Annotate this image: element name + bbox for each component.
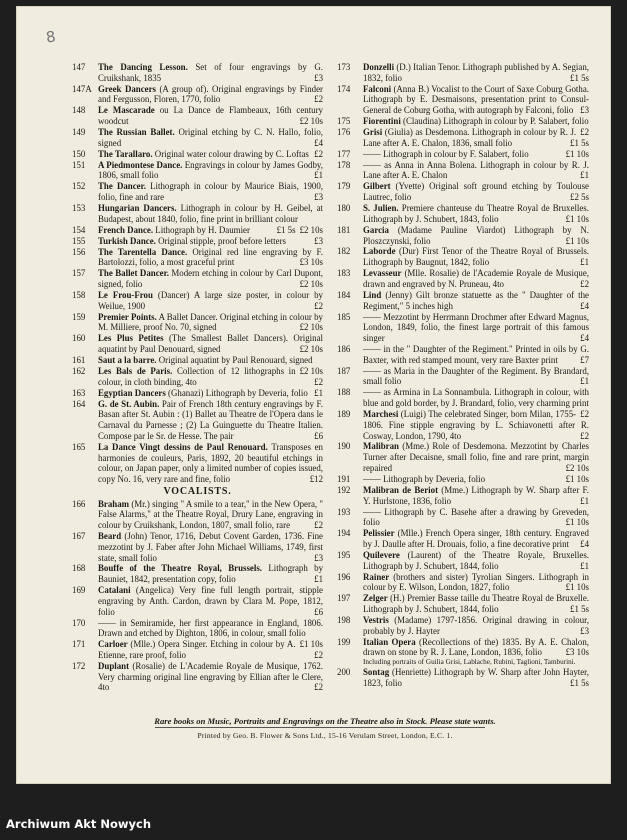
catalogue-entry [72,399,323,442]
lot-title: Marchesi [363,409,399,419]
printer-imprint: Printed by Geo. B. Flower & Sons Ltd., 15-16 Verulam Street, London, E.C. 1. [197,731,453,740]
lot-number: 166 [72,498,86,509]
lot-title: Premier Points. [98,311,157,322]
lot-description: (Luigi) The celebrated Singer, born Milan, 1755-1806. Fine stipple engraving by L. Schiavonetti after R. Cosway, London, 1790, 4to [363,409,589,441]
lot-description: (Ghanazi) Lithograph by Deveria, folio [165,387,308,398]
lot-description: Transposes en harmonies de couleurs, Paris, 1892, 20 beautiful etchings in colour, on Japan paper, only a limited number of copies issued, copy No. 16, very rare and fine, folio [98,441,323,485]
lot-number: 153 [72,203,86,214]
catalogue-entry [337,593,589,615]
lot-description: A Ballet Dancer. Original etching in colour by M. Milliere, proof No. 70, signed [98,311,323,333]
lot-price: £3 [314,192,323,203]
lot-price: £2 [314,94,323,105]
catalogue-entry [337,344,589,366]
catalogue-entry [72,127,323,149]
lot-number: 194 [337,528,351,539]
lot-description: (Mlle. Rosalie) de l'Academie Royale de Musique, drawn and engraved by N. Pruneau, 4to [363,268,589,289]
lot-number: 180 [337,203,351,214]
lot-number: 147 [72,62,86,72]
lot-number: 186 [337,343,351,354]
lot-number: 158 [72,290,86,300]
lot-price: £1 [580,376,589,387]
lot-description: —— as Anna in Anna Bolena. Lithograph in colour by R. J. Lane after A. E. Chalon [363,159,589,181]
lot-description: Premiere chanteuse du Theatre Royal de Bruxelles. Lithograph by J. Schubert, 1843, folio [363,203,589,224]
lot-price: £1 [580,170,589,181]
lot-price: £4 [580,300,589,311]
lot-title: Saut a la barre. [98,355,157,366]
catalogue-entry [337,572,589,594]
catalogue-entry [337,181,589,203]
lot-description: (Mlle.) French Opera singer, 18th century. Engraved by J. Daulle after H. Drouais, folio, a fine decorative print [363,528,589,549]
lot-description: Original red line engraving by F. Bartolozzi, folio, a most graceful print [98,246,323,268]
vocalist-entries-list-continued [337,62,589,689]
catalogue-entry [72,268,323,290]
lot-number: 156 [72,246,86,257]
pencil-page-number: 8 [44,27,57,47]
lot-title: Italian Opera [363,636,416,647]
lot-number: 164 [72,398,86,409]
catalogue-entry [337,149,589,160]
catalogue-entry [337,366,589,388]
lot-title: Braham [98,498,130,509]
catalogue-entry [72,366,323,388]
lot-price: £3 [314,72,323,83]
lot-note: Including portraits of Guilia Grisi, Lablache, Rubini, Taglioni, Tamburini. [363,658,576,667]
lot-title: Fiorentini [363,116,401,127]
lot-number: 160 [72,333,86,344]
lot-title: Turkish Dance. [98,235,156,246]
lot-price: £2 [314,650,323,660]
lot-description: Lithograph by Bauniet, 1842, presentation copy, folio [98,563,324,585]
lot-title: Bouffe of the Theatre Royal, Brussels. [98,563,263,574]
lot-price: £2 [314,376,323,387]
catalogue-entry [337,485,589,507]
lot-description: (Madame Pauline Viardot) Lithograph by N. Ploszczynski, folio [363,224,589,246]
lot-number: 159 [72,311,86,322]
lot-title: Catalani [98,585,131,596]
lot-description: (Anna B.) Vocalist to the Court of Saxe Coburg Gotha. Lithograph by E. Desmaisons, presentation print to Consul-General de Coburg Gotha, with autograph by Falconi, folio [363,83,589,116]
lot-description: Lithograph in colour by Maurice Biais, 1900, folio, fine and rare [98,181,323,203]
lot-title: Lind [363,289,382,300]
lot-price: £3 [314,235,323,246]
lot-number: 182 [337,246,351,257]
lot-title: The Dancer. [98,181,146,192]
lot-title: Hungarian Dancers. [98,203,177,214]
catalogue-entry [72,312,323,334]
lot-description: Collection of 12 lithographs in colour, in cloth binding, 4to [98,366,296,387]
right-column [337,62,589,689]
lot-price: £1 5s [570,137,589,148]
catalogue-entry [72,661,323,693]
lot-number: 151 [72,159,86,170]
lot-price: £2 [580,430,589,441]
catalogue-entry [337,312,589,344]
lot-number: 187 [337,365,351,376]
lot-title: Malibran de Beriot [363,484,439,495]
lot-description: (Laurent) of the Theatre Royale, Bruxelles. Lithograph by J. Schubert, 1844, folio [363,549,589,571]
lot-number: 165 [72,441,86,452]
catalogue-entry [337,615,589,637]
catalogue-entry [337,528,589,550]
lot-description: (John) Tenor, 1716, Debut Covent Garden, 1736. Fine mezzotint by J. Faber after John Michael Williams, 1749, first state, small folio [98,531,323,563]
lot-number: 196 [337,571,351,582]
lot-description: (The Smallest Ballet Dancers). Original aquatint by Paul Denouard, signed [98,333,323,355]
lot-price: £2 5s [570,192,589,203]
catalogue-entry [72,105,323,127]
lot-description: (H.) Premier Basse taille du Theatre Royal de Bruxelle. Lithograph by J. Schubert, 1844, folio [363,593,589,614]
lot-price: £1 5s [570,678,589,689]
lot-title: Sontag [363,667,390,678]
lot-number: 177 [337,148,351,159]
catalogue-entry [337,474,589,485]
lot-description: —— as Armina in La Sonnambula. Lithograph in colour, with blue and gold border, by J. Brandard, folio, very charming print [363,387,589,409]
lot-description: (Rosalie) de L'Academie Royale de Musique, 1762. Very charming original line engraving by Ellian after le Clere, 4to [98,660,323,693]
lot-title: Beard [98,531,122,541]
catalogue-entry [72,247,323,269]
lot-title: The Tarentella Dance. [98,246,188,257]
lot-number: 179 [337,181,351,192]
catalogue-entry [337,637,589,668]
catalogue-entry [72,499,323,531]
lot-number: 155 [72,235,86,246]
lot-description: Original stipple, proof before letters [155,235,287,246]
left-column [72,62,323,693]
lot-title: Les Bals de Paris. [98,366,173,376]
lot-title: Pelissier [363,528,395,539]
lot-title: Donzelli [363,62,395,72]
catalogue-entry [72,236,323,247]
footer-note: Rare books on Music, Portraits and Engravings on the Theatre also in Stock. Please state wants. [154,716,496,726]
catalogue-entry [337,441,589,473]
catalogue-entry [72,585,323,617]
catalogue-entry [72,531,323,563]
catalogue-entry [72,225,323,236]
lot-price: £3 10s [565,647,589,658]
lot-price: £1 10s [565,582,589,593]
catalogue-entry [72,160,323,182]
catalogue-entry [72,149,323,160]
lot-price: £1 5s [570,604,589,614]
lot-price: £1 [580,257,589,268]
lot-description: Modern etching in colour by Carl Dupont, signed, folio [98,268,323,290]
lot-number: 168 [72,563,86,574]
lot-price: £2 10s [299,344,323,355]
lot-number: 200 [337,667,351,678]
lot-number: 174 [337,83,351,94]
catalogue-entry [337,225,589,247]
lot-number: 188 [337,387,351,398]
lot-description: (Dur) First Tenor of the Theatre Royal of Brussels. Lithograph by Baugnut, 1842, folio [363,246,589,268]
lot-description: Set of four engravings by G. Cruikshank, 1835 [98,62,323,83]
lot-number: 183 [337,268,351,279]
lot-price: £6 [314,606,323,617]
lot-title: Malibran [363,441,399,452]
lot-number: 148 [72,105,86,116]
lot-number: 178 [337,159,351,170]
lot-title: Grisi [363,127,383,138]
lot-number: 169 [72,585,86,596]
lot-title: Le Frou-Frou [98,290,153,300]
lot-number: 149 [72,127,86,138]
lot-title: S. Julien. [363,203,399,214]
lot-description: Lithograph by H. Daumier [153,224,250,235]
lot-title: Egyptian Dancers [98,387,166,398]
lot-price: £2 10s [565,462,589,473]
lot-description: (Giulia) as Desdemona. Lithograph in colour by R. J. Lane after A. E. Chalon, 1836, small folio [363,127,577,148]
lot-title: French Dance. [98,224,154,235]
catalogue-entry [337,550,589,572]
lot-description: —— Lithograph in colour by F. Salabert, folio [363,148,529,159]
lot-number: 154 [72,224,86,235]
lot-price: £4 [580,333,589,343]
lot-description: —— as Maria in the Daughter of the Regiment. By Brandard, small folio [363,365,589,387]
lot-title: A Piedmontese Dance. [98,159,183,170]
lot-number: 193 [337,506,351,517]
lot-price: £1 [580,560,589,571]
catalogue-entry [72,62,323,84]
lot-description: —— in Semiramide, her first appearance in England, 1806. Drawn and etched by Dighton, 1806, in colour, small folio [98,617,323,639]
lot-number: 185 [337,311,351,322]
lot-number: 198 [337,614,351,625]
lot-title: Laborde [363,246,396,257]
lot-title: Falconi [363,83,392,94]
lot-number: 197 [337,593,351,604]
catalogue-entry [337,409,589,441]
lot-description: Original etching by C. N. Hallo, folio, signed [98,127,323,148]
lot-price: £6 [314,430,323,441]
lot-price: £4 [580,538,589,549]
lot-title: La Dance Vingt dessins de Paul Renouard. [98,441,268,452]
lot-title: Quilevere [363,549,400,560]
lot-price: £1 [314,574,323,585]
lot-title: Greek Dancers [98,83,157,94]
lot-number: 171 [72,639,86,650]
lot-price: £12 [309,474,323,485]
footer-rule [155,727,485,728]
lot-number: 167 [72,531,86,541]
lot-price: £2 10s [299,279,323,290]
lot-price: £3 [314,552,323,563]
lot-number: 147A [72,83,92,94]
lot-description: (Mme.) Role of Desdemona. Mezzotint by Charles Turner after Decaisne, small folio, fine and rare print, margin repaired [363,441,589,473]
vocalist-entries-list [72,499,323,694]
lot-price: £1 10s [565,213,589,224]
lot-description: (D.) Italian Tenor. Lithograph published by A. Segian, 1832, folio [363,62,589,83]
lot-price: £2 10s [299,322,323,333]
lot-price: £1 10s [565,473,589,484]
lot-description: (Mme.) Lithograph by W. Sharp after F. Y. Hurlstone, 1836, folio [363,484,589,506]
lot-price: £2 [580,126,589,137]
lot-title: Gilbert [363,181,391,192]
lot-price: £1 [580,495,589,506]
lot-number: 175 [337,116,351,127]
lot-price: £7 [580,354,589,365]
lot-description: (Angelica) Very fine full length portrait, stipple engraving by Anth. Cardon, drawn by Clara M. Pope, 1812, folio [98,585,323,617]
catalogue-entry [72,290,323,312]
lot-description: (Mlle.) Opera Singer. Etching in colour by A. Etienne, rare proof, folio [98,639,296,660]
catalogue-entry [337,84,589,116]
lot-price: £1 10s [565,517,589,528]
lot-number: 150 [72,148,86,159]
lot-title: The Tarallaro. [98,148,153,159]
lot-description: (Jenny) Gilt bronze statuette as the " Daughter of the Regiment," 5 inches high [363,289,589,311]
lot-number: 176 [337,127,351,138]
catalogue-entry [72,442,323,485]
lot-price: £2 [314,300,323,311]
lot-number: 162 [72,366,86,376]
lot-number: 191 [337,473,351,484]
lot-title: G. de St. Aubin. [98,398,160,409]
lot-description: ou La Dance de Flambeaux, 16th century woodcut [98,105,323,127]
lot-price: £1 [314,387,323,398]
lot-title: The Russian Ballet. [98,127,175,138]
lot-description: —— Lithograph by C. Basehe after a drawing by Greveden, folio [363,506,589,528]
catalogue-entry [337,203,589,225]
lot-price: £1 5s [276,224,296,235]
lot-number: 181 [337,224,351,235]
archive-caption: Archiwum Akt Nowych [6,817,152,831]
lot-description: Original aquatint by Paul Renouard, signed [156,355,313,366]
catalogue-entry [72,563,323,585]
lot-title: Zelger [363,593,388,604]
lot-number: 184 [337,289,351,300]
lot-title: The Ballet Dancer. [98,268,169,279]
lot-price: £2 [314,148,323,159]
lot-description: —— Mezzotint by Herrmann Drochmer after Edward Magnus, London, 1849, folio, the finest large portrait of this famous singer [363,311,589,343]
lot-number: 163 [72,387,86,398]
lot-description: —— Lithograph by Deveria, folio [363,473,486,484]
lot-number: 152 [72,181,86,192]
lot-number: 199 [337,636,351,647]
lot-description: (A group of). Original engravings by Finder and Fergusson, Floren, 1770, folio [98,83,323,105]
lot-description: (Yvette) Original soft ground etching by Toulouse Lautrec, folio [363,181,589,203]
lot-price: £3 10s [299,257,323,268]
lot-description: —— in the " Daughter of the Regiment." Printed in oils by G. Baxter, with red stamped mount, very rare Baxter print [363,343,589,365]
lot-description: (Madame) 1797-1856. Original drawing in colour, probably by J. Hayter [363,614,589,636]
lot-title: Rainer [363,571,390,582]
lot-number: 195 [337,549,351,560]
lot-description: (Mr.) singing " A smile to a tear," in the New Opera, " False Alarms," at the Theatre Royal, Drury Lane, engraving in colour by Cruikshank, London, 1807, small folio, rare [98,498,323,531]
catalogue-entry [337,507,589,529]
lot-description: (Henriette) Lithograph by W. Sharp after John Hayter, 1823, folio [363,667,589,689]
lot-price: £1 [314,170,323,181]
lot-number: 173 [337,62,351,72]
lot-title: Carloer [98,639,128,650]
lot-price: £1 5s [570,72,589,83]
lot-title: The Dancing Lesson. [98,62,188,72]
lot-title: Garcia [363,224,389,235]
lot-number: 161 [72,355,86,366]
lot-description: (Claudina) Lithograph in colour by P. Salabert, folio [400,116,589,127]
lot-number: 172 [72,660,86,671]
catalogue-entry [337,62,589,84]
lot-price: £3 [580,625,589,636]
lot-number: 192 [337,484,351,495]
lot-price: £3 [580,105,589,116]
catalogue-entry [72,181,323,203]
catalogue-entry [72,333,323,355]
lot-price: £4 [314,137,323,148]
catalogue-entry [337,246,589,268]
catalogue-entry [72,84,323,106]
catalogue-entry [337,290,589,312]
catalogue-entry [72,639,323,661]
lot-number: 170 [72,617,86,628]
catalogue-entry [337,127,589,149]
lot-description: (Recollections of the) 1835. By A. E. Chalon, drawn on stone by R. J. Lane, London, 1836, folio [363,636,589,658]
catalogue-entry [72,388,323,399]
lot-description: Lithograph in colour by H. Geibel, at Budapest, about 1840, folio, fine print in brilliant colour [98,203,323,224]
lot-description: (brothers and sister) Tyrolian Singers. Lithograph in colour by E. Wilson, London, 1827, folio [363,571,589,593]
lot-description: Pair of French 18th century engravings by F. Basan after St. Aubin : (1) Ballet au Theatre de l'Opera dans le Carnaval du Parnesse ; (2) La Guinguette du Theatre Italien. Compose par le Sr. de Hesse. The pair [98,398,323,441]
vocalists-heading: VOCALISTS. [163,485,232,497]
lot-title: Le Mascarade [98,105,155,116]
lot-description: Engravings in colour by James Godby, 1806, small folio [98,159,323,181]
lot-description: Original water colour drawing by C. Loftas [152,148,309,159]
catalogue-entry [337,268,589,290]
catalogue-entry [337,667,589,689]
lot-price: £2 [314,682,323,693]
lot-price: £1 10s [565,235,589,246]
lot-price: £2 10s [299,116,323,127]
lot-price: £1 10s [565,148,589,159]
lot-price: £2 [580,278,589,289]
lot-price: £2 10s [299,224,323,235]
catalogue-entry [337,160,589,182]
lot-price: £1 10s [299,639,323,650]
lot-price: £2 10s [299,365,323,376]
lot-number: 189 [337,409,351,419]
lot-price: £2 [314,520,323,531]
lot-title: Duplant [98,660,130,671]
dance-entries-list [72,62,323,485]
lot-price: £2 [580,408,589,419]
lot-title: Vestris [363,614,389,625]
lot-number: 157 [72,268,86,279]
lot-title: Levasseur [363,268,402,279]
lot-number: 190 [337,441,351,452]
lot-description: (Dancer) A large size poster, in colour by Weilue, 1900 [98,290,323,311]
lot-title: Les Plus Petites [98,333,164,344]
